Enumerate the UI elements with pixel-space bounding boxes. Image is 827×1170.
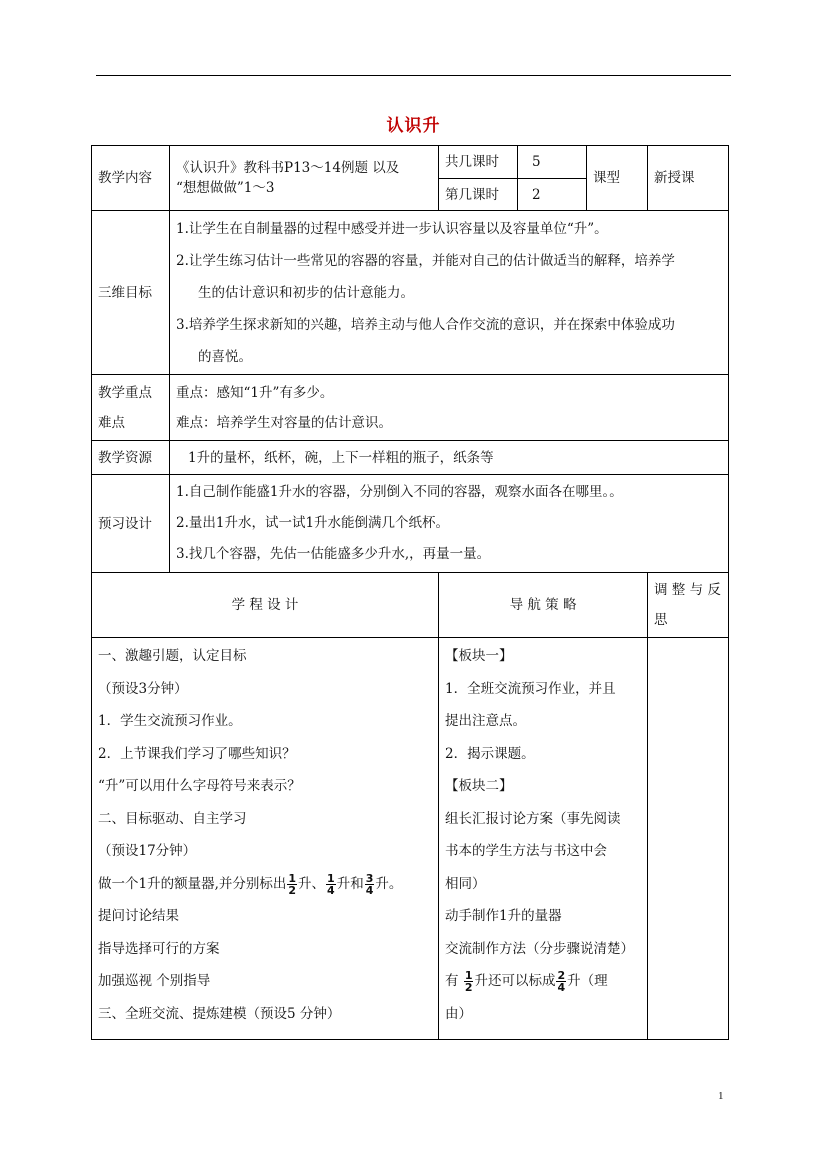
goals-label: 三维目标: [92, 211, 170, 375]
resources-label: 教学资源: [92, 441, 170, 475]
current-lesson-value: 2: [518, 179, 587, 211]
focus-label-line1: 教学重点: [98, 384, 152, 401]
content-line1: 《认识升》教科书P13～14例题 以及: [176, 160, 400, 176]
fraction-two-quarters: $\frac{2}{4}$: [557, 969, 566, 994]
strategy-content: [439, 638, 648, 1040]
design-section-2-title: 二、目标驱动、自主学习: [98, 810, 247, 827]
design-section-2-item-3: 指导选择可行的方案: [98, 940, 220, 957]
mark-text-a: 有: [445, 973, 463, 989]
page-title: 认识升: [386, 116, 441, 136]
design-section-2-item-2: 提问讨论结果: [98, 908, 179, 924]
mark-text-c: 升（理: [567, 973, 608, 989]
design-section-3-title: 三、全班交流、提炼建模（预设5 分钟）: [98, 1005, 341, 1022]
strategy-b2-line-1: 组长汇报讨论方案（事先阅读: [445, 810, 621, 827]
goal-item-2: 2.让学生练习估计一些常见的容器的容量，并能对自己的估计做适当的解释，培养学: [176, 252, 675, 269]
lesson-type-label: 课型: [587, 146, 648, 211]
focus-content: [170, 375, 729, 441]
design-section-1-title: 一、激趣引题，认定目标: [98, 648, 247, 664]
strategy-b2-line-2: 书本的学生方法与书这中会: [445, 843, 608, 859]
goals-list: [170, 211, 729, 375]
design-section-2-item-4: 加强巡视 个别指导: [98, 973, 211, 989]
preview-list: [170, 475, 729, 573]
design-section-1-item-2: 2．上节课我们学习了哪些知识？: [98, 745, 296, 762]
content-value: [170, 146, 439, 211]
make-text-d: 升。: [375, 875, 403, 892]
design-content: [92, 638, 439, 1040]
content-line2: “想想做做”1～3: [176, 180, 275, 196]
focus-label-line2: 难点: [98, 414, 125, 431]
reflect-column-header: [648, 573, 729, 638]
goal-item-1: 1.让学生在自制量器的过程中感受并进一步认识容量以及容量单位“升”。: [176, 220, 608, 237]
reflect-header-line2: 思: [654, 612, 668, 628]
resources-text: 1升的量杯，纸杯，碗，上下一样粗的瓶子，纸条等: [170, 441, 729, 475]
design-section-2-item-1: [98, 868, 432, 901]
strategy-b2-line-4: 动手制作1升的量器: [445, 908, 562, 924]
preview-item-1: 1.自己制作能盛1升水的容器，分别倒入不同的容器，观察水面各在哪里。。: [176, 484, 623, 500]
mark-text-b: 升还可以标成: [474, 973, 556, 989]
page-number: 1: [718, 1090, 724, 1102]
make-text-a: 做一个1升的额量器,并分别标出: [98, 875, 287, 892]
strategy-block-1: 【板块一】: [445, 648, 513, 664]
goal-item-3-cont: 的喜悦。: [198, 348, 252, 365]
strategy-column-header: 导 航 策 略: [439, 573, 648, 638]
strategy-b1-item-1-cont: 提出注意点。: [445, 713, 527, 729]
preview-item-2: 2.量出1升水，试一试1升水能倒满几个纸杯。: [176, 515, 450, 531]
strategy-b2-line-7: 由）: [445, 1005, 473, 1022]
reflect-content: [648, 638, 729, 1040]
strategy-b1-item-1: 1．全班交流预习作业，并且: [445, 680, 616, 697]
total-lessons-label: 共几课时: [439, 146, 518, 179]
strategy-b1-item-2: 2．揭示课题。: [445, 745, 535, 762]
fraction-half-strategy: $\frac{1}{2}$: [464, 969, 473, 994]
content-label: 教学内容: [92, 146, 170, 211]
preview-item-3: 3.找几个容器，先估一估能盛多少升水,，再量一量。: [176, 546, 491, 562]
goal-item-2-cont: 生的估计意识和初步的估计意能力。: [198, 284, 414, 301]
fraction-half: $\frac{1}{2}$: [288, 871, 297, 897]
design-section-1-time: （预设3分钟）: [98, 680, 188, 697]
make-text-c: 升和: [336, 875, 364, 892]
strategy-b2-line-3: 相同）: [445, 875, 486, 892]
fraction-three-quarters: $\frac{3}{4}$: [365, 871, 374, 897]
key-point: 重点：感知“1升”有多少。: [176, 384, 334, 401]
reflect-header-line1: 调 整 与 反: [654, 582, 721, 598]
make-text-b: 升、: [298, 875, 326, 892]
fraction-quarter: $\frac{1}{4}$: [327, 871, 335, 897]
design-column-header: 学 程 设 计: [92, 573, 439, 638]
goal-item-3: 3.培养学生探求新知的兴趣，培养主动与他人合作交流的意识，并在探索中体验成功: [176, 316, 675, 333]
strategy-b2-line-6: [445, 965, 641, 998]
total-lessons-value: 5: [518, 146, 587, 179]
lesson-plan-table: [91, 145, 729, 1040]
current-lesson-label: 第几课时: [439, 179, 518, 211]
design-section-1-item-1: 1．学生交流预习作业。: [98, 713, 242, 729]
design-section-2-time: （预设17分钟）: [98, 843, 197, 859]
header-rule: [96, 75, 731, 76]
difficulty-point: 难点：培养学生对容量的估计意识。: [176, 414, 392, 431]
strategy-block-2: 【板块二】: [445, 778, 513, 794]
lesson-type-value: 新授课: [648, 146, 729, 211]
design-section-1-item-3: “升”可以用什么字母符号来表示？: [98, 778, 301, 794]
strategy-b2-line-5: 交流制作方法（分步骤说清楚）: [445, 940, 635, 957]
preview-label: 预习设计: [92, 475, 170, 573]
focus-label: [92, 375, 170, 441]
